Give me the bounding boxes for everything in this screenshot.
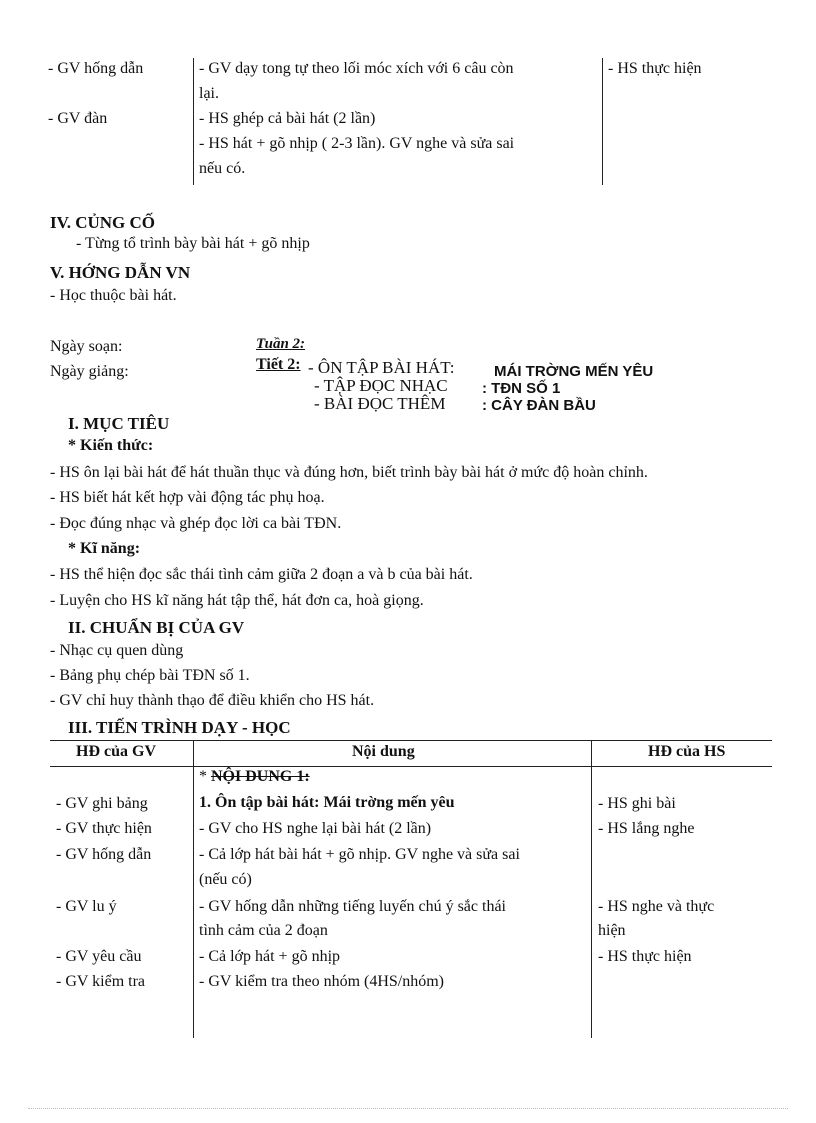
kien-thuc-label: * Kiến thức: xyxy=(68,437,154,454)
hs-row-2: - HS lắng nghe xyxy=(598,820,695,837)
cb-line-2: - Bảng phụ chép bài TĐN số 1. xyxy=(50,667,250,684)
main-table-divider-2 xyxy=(591,740,592,1038)
main-table-top-border xyxy=(50,740,772,741)
hs-row-3: - HS nghe và thực xyxy=(598,898,715,915)
gv-row-1: - GV ghi bảng xyxy=(56,795,148,812)
noidung-1-label xyxy=(199,768,310,786)
section-v-title: V. HỚNG DẪN VN xyxy=(50,263,191,282)
top-content-line-4: - HS hát + gõ nhịp ( 2-3 lần). GV nghe và sửa sai xyxy=(199,135,515,152)
lesson-item-2-label: - TẬP ĐỌC NHẠC xyxy=(314,376,448,395)
content-row-2: - Cả lớp hát bài hát + gõ nhịp. GV nghe và sửa sai xyxy=(199,846,520,863)
top-content-line-5: nếu có. xyxy=(199,160,246,177)
top-hs-line-1: - HS thực hiện xyxy=(608,60,702,77)
top-content-line-2: lại. xyxy=(199,85,219,102)
lesson-item-3-value: : CÂY ĐÀN BẦU xyxy=(482,397,596,414)
lesson-item-3-label: - BÀI ĐỌC THÊM xyxy=(314,394,446,413)
kt-line-1: - HS ôn lại bài hát để hát thuần thục và đúng hơn, biết trình bày bài hát ở mức độ hoàn chỉnh. xyxy=(50,464,648,481)
gv-row-6: - GV kiểm tra xyxy=(56,973,146,990)
ki-nang-label: * Kĩ năng: xyxy=(68,540,141,557)
tiet-label: Tiết 2: xyxy=(256,356,301,373)
lesson-item-1-value: MÁI TRỜNG MẾN YÊU xyxy=(494,363,654,380)
on-tap-heading: 1. Ôn tập bài hát: Mái trờng mến yêu xyxy=(199,794,455,811)
content-row-1: - GV cho HS nghe lại bài hát (2 lần) xyxy=(199,820,432,837)
lesson-item-1-label: - ÔN TẬP BÀI HÁT: xyxy=(308,358,455,377)
content-row-4: - GV hống dẫn những tiếng luyến chú ý sắc thái xyxy=(199,898,506,915)
page-bottom-dotted-line xyxy=(28,1108,788,1109)
gv-row-4: - GV lu ý xyxy=(56,898,117,915)
ngay-giang-label: Ngày giảng: xyxy=(50,363,129,380)
header-hs: HĐ của HS xyxy=(648,743,726,760)
gv-row-2: - GV thực hiện xyxy=(56,820,152,837)
hs-row-5: - HS thực hiện xyxy=(598,948,692,965)
section-iv-line: - Từng tổ trình bày bài hát + gõ nhịp xyxy=(76,235,310,252)
noidung-star: * xyxy=(199,768,211,785)
top-gv-line-1: - GV hống dẫn xyxy=(48,60,144,77)
top-table-divider-1 xyxy=(193,58,194,185)
ngay-soan-label: Ngày soạn: xyxy=(50,338,123,355)
content-row-5: tình cảm của 2 đoạn xyxy=(199,922,328,939)
content-row-7: - GV kiểm tra theo nhóm (4HS/nhóm) xyxy=(199,973,445,990)
header-gv: HĐ của GV xyxy=(76,743,156,760)
top-gv-line-2: - GV đàn xyxy=(48,110,108,127)
kn-line-2: - Luyện cho HS kĩ năng hát tập thể, hát đơn ca, hoà giọng. xyxy=(50,592,424,609)
cb-line-1: - Nhạc cụ quen dùng xyxy=(50,642,184,659)
content-row-6: - Cả lớp hát + gõ nhịp xyxy=(199,948,341,965)
header-noidung: Nội dung xyxy=(352,743,415,760)
section-i-title: I. MỤC TIÊU xyxy=(68,414,170,433)
hs-row-1: - HS ghi bài xyxy=(598,795,676,812)
section-iii-title: III. TIẾN TRÌNH DẠY - HỌC xyxy=(68,718,291,737)
noidung-1-text: NỘI DUNG 1: xyxy=(211,768,310,785)
top-table-divider-2 xyxy=(602,58,603,185)
section-ii-title: II. CHUẨN BỊ CỦA GV xyxy=(68,618,245,637)
top-content-line-1: - GV dạy tong tự theo lối móc xích với 6 câu còn xyxy=(199,60,514,77)
gv-row-3: - GV hống dẫn xyxy=(56,846,152,863)
hs-row-4: hiện xyxy=(598,922,626,939)
kt-line-3: - Đọc đúng nhạc và ghép đọc lời ca bài TĐN. xyxy=(50,515,342,532)
lesson-item-2-value: : TĐN SỐ 1 xyxy=(482,380,561,397)
tuan-label: Tuần 2: xyxy=(256,336,306,352)
kn-line-1: - HS thể hiện đọc sắc thái tình cảm giữa 2 đoạn a và b của bài hát. xyxy=(50,566,473,583)
top-content-line-3: - HS ghép cả bài hát (2 lần) xyxy=(199,110,376,127)
main-table-divider-1 xyxy=(193,740,194,1038)
cb-line-3: - GV chỉ huy thành thạo để điều khiển cho HS hát. xyxy=(50,692,375,709)
section-v-line: - Học thuộc bài hát. xyxy=(50,287,177,304)
gv-row-5: - GV yêu cầu xyxy=(56,948,142,965)
kt-line-2: - HS biết hát kết hợp vài động tác phụ hoạ. xyxy=(50,489,325,506)
main-table-header-border xyxy=(50,766,772,767)
content-row-3: (nếu có) xyxy=(199,871,252,888)
section-iv-title: IV. CỦNG CỐ xyxy=(50,213,156,232)
